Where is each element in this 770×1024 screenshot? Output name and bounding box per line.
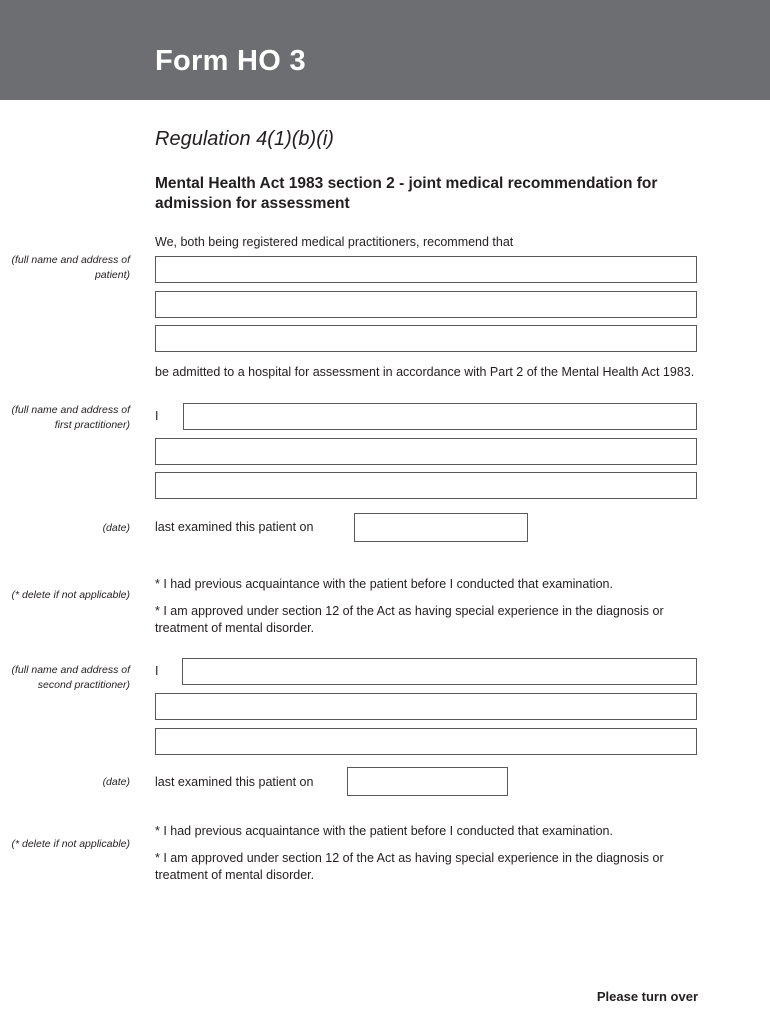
side-note-patient: (full name and address of patient) — [11, 254, 130, 281]
patient-name-field-1[interactable] — [155, 256, 697, 283]
form-heading: Mental Health Act 1983 section 2 - joint medical recommendation for admission for assessment — [155, 175, 658, 212]
first-approved-statement[interactable]: * I am approved under section 12 of the Act as having special experience in the diagnosis or treatment of mental disorder. — [155, 604, 664, 635]
please-turn-over: Please turn over — [596, 989, 698, 1004]
first-practitioner-field-3[interactable] — [155, 472, 697, 499]
patient-name-field-3[interactable] — [155, 325, 697, 352]
side-note-first-practitioner: (full name and address of first practitioner) — [11, 404, 130, 431]
second-practitioner-i-label: I — [155, 664, 159, 678]
first-practitioner-field-2[interactable] — [155, 438, 697, 465]
second-acquaintance-statement[interactable]: * I had previous acquaintance with the patient before I conducted that examination. — [155, 824, 613, 838]
second-practitioner-field-2[interactable] — [155, 693, 697, 720]
second-examined-date-field[interactable] — [347, 767, 508, 796]
first-practitioner-field-1[interactable] — [183, 403, 697, 430]
second-practitioner-field-1[interactable] — [182, 658, 697, 685]
second-approved-statement[interactable]: * I am approved under section 12 of the Act as having special experience in the diagnosis or treatment of mental disorder. — [155, 851, 664, 882]
side-note-first-date: (date) — [102, 522, 130, 534]
side-note-second-delete: (* delete if not applicable) — [11, 838, 130, 850]
intro-text: We, both being registered medical practitioners, recommend that — [155, 235, 514, 249]
form-title: Form HO 3 — [155, 45, 306, 77]
patient-name-field-2[interactable] — [155, 291, 697, 318]
admission-text: be admitted to a hospital for assessment in accordance with Part 2 of the Mental Health Act 1983. — [155, 365, 695, 379]
first-practitioner-i-label: I — [155, 409, 159, 423]
side-note-second-date: (date) — [102, 776, 130, 788]
second-examined-label: last examined this patient on — [155, 775, 314, 789]
first-acquaintance-statement[interactable]: * I had previous acquaintance with the patient before I conducted that examination. — [155, 577, 613, 591]
side-note-first-delete: (* delete if not applicable) — [11, 589, 130, 601]
side-note-second-practitioner: (full name and address of second practitioner) — [11, 664, 130, 691]
regulation-reference: Regulation 4(1)(b)(i) — [155, 128, 334, 150]
header-bar — [0, 0, 770, 100]
first-examined-date-field[interactable] — [354, 513, 528, 542]
second-practitioner-field-3[interactable] — [155, 728, 697, 755]
first-examined-label: last examined this patient on — [155, 520, 314, 534]
